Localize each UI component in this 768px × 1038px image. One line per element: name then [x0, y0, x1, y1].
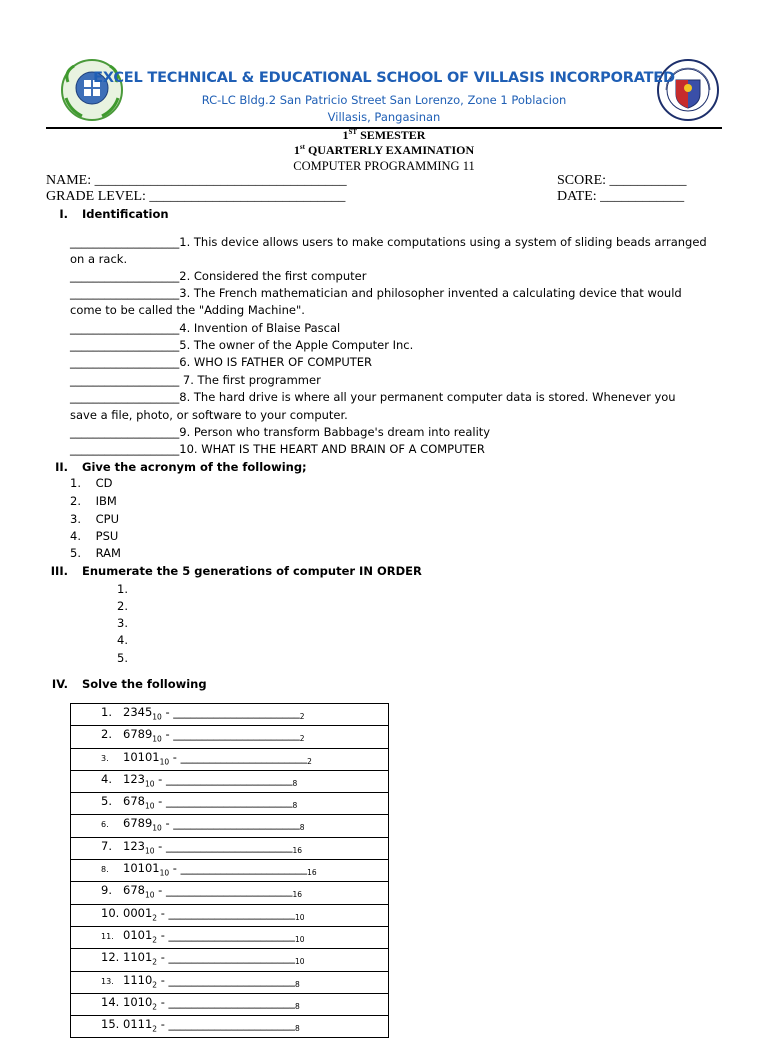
- answer-blank[interactable]: ______________________: [165, 794, 293, 809]
- answer-blank[interactable]: ______________________: [168, 994, 296, 1009]
- solve-cell[interactable]: [71, 882, 389, 904]
- solve-dash: -: [157, 950, 169, 965]
- solve-cell[interactable]: [71, 1016, 389, 1038]
- solve-dash: -: [157, 994, 169, 1009]
- generation-item: 1.: [117, 582, 128, 596]
- solve-item-number: 6.: [101, 820, 109, 830]
- solve-from-base: 2: [152, 979, 158, 989]
- solve-row: [71, 993, 389, 1015]
- solve-dash: -: [161, 816, 174, 831]
- answer-blank[interactable]: ______________________: [180, 861, 308, 876]
- solve-value: 0111: [123, 1017, 153, 1032]
- solve-row: [71, 726, 389, 748]
- solve-dash: -: [157, 905, 169, 920]
- solve-from-base: 2: [152, 957, 158, 967]
- school-address-line2: Villasis, Pangasinan: [327, 110, 441, 124]
- generation-item: 4.: [117, 633, 128, 647]
- solve-item-number: 4.: [101, 771, 112, 786]
- identification-item: ___________________1. This device allows users to make computations using a system of sliding beads arranged: [70, 235, 707, 249]
- solve-item-number: 8.: [101, 865, 109, 875]
- solve-value: 10101: [123, 861, 160, 876]
- solve-row: [71, 971, 389, 993]
- generation-item: 2.: [117, 599, 128, 613]
- solve-cell[interactable]: [71, 726, 389, 748]
- solve-item-number: 13.: [101, 976, 114, 986]
- solve-row: [71, 837, 389, 859]
- solve-from-base: 10: [159, 756, 170, 766]
- solve-value: 678: [123, 794, 145, 809]
- solve-to-base: 16: [307, 868, 317, 878]
- solve-item-number: 12.: [101, 950, 120, 965]
- date-field[interactable]: DATE: ____________: [557, 189, 685, 204]
- answer-blank[interactable]: ______________________: [168, 1017, 296, 1032]
- solve-from-base: 2: [152, 912, 158, 922]
- solve-cell[interactable]: [71, 860, 389, 882]
- solve-value: 123: [123, 771, 145, 786]
- solve-item-number: 11.: [101, 931, 114, 941]
- solve-cell[interactable]: [71, 904, 389, 926]
- solve-item-number: 1.: [101, 705, 112, 719]
- solve-to-base: 16: [292, 890, 303, 900]
- solve-row: [71, 926, 389, 948]
- solve-value: 1110: [123, 972, 153, 987]
- solve-to-base: 16: [292, 845, 303, 855]
- solve-item-number: 14.: [101, 994, 120, 1009]
- solve-to-base: 2: [307, 756, 312, 766]
- solve-value: 0001: [123, 905, 153, 920]
- solve-value: 10101: [123, 749, 160, 764]
- answer-blank[interactable]: ______________________: [168, 972, 296, 987]
- solve-dash: -: [157, 927, 169, 942]
- section-generations-heading: III. Enumerate the 5 generations of computer IN ORDER: [50, 564, 422, 578]
- identification-item: save a file, photo, or software to your computer.: [70, 408, 348, 422]
- solve-cell[interactable]: [71, 815, 389, 837]
- solve-row: [71, 770, 389, 792]
- solve-cell[interactable]: [71, 793, 389, 815]
- solve-dash: -: [157, 1017, 169, 1032]
- solve-row: [71, 949, 389, 971]
- identification-item: ___________________6. WHO IS FATHER OF COMPUTER: [70, 355, 373, 369]
- solve-item-number: 15.: [101, 1017, 120, 1032]
- solve-to-base: 10: [295, 957, 305, 967]
- solve-cell[interactable]: [71, 837, 389, 859]
- solve-from-base: 10: [144, 779, 155, 789]
- school-name: EXCEL TECHNICAL & EDUCATIONAL SCHOOL OF VILLASIS INCORPORATED: [93, 70, 675, 86]
- solve-cell[interactable]: [71, 949, 389, 971]
- solve-dash: -: [157, 972, 169, 987]
- solve-dash: -: [154, 771, 166, 786]
- solve-value: 0101: [123, 927, 153, 942]
- acronym-item: 1. CD: [70, 476, 113, 490]
- solve-to-base: 8: [299, 823, 305, 833]
- solve-item-number: 10.: [101, 905, 120, 920]
- answer-blank[interactable]: ______________________: [165, 883, 293, 898]
- solve-row: [71, 793, 389, 815]
- solve-to-base: 2: [299, 712, 305, 721]
- solve-to-base: 8: [295, 979, 300, 989]
- generation-item: 3.: [117, 616, 128, 630]
- solve-cell[interactable]: [71, 926, 389, 948]
- solve-from-base: 10: [152, 823, 162, 833]
- section-acronym-heading: II. Give the acronym of the following;: [55, 460, 307, 474]
- answer-blank[interactable]: ______________________: [173, 705, 300, 719]
- solve-value: 1101: [123, 950, 153, 965]
- identification-item: ___________________3. The French mathematician and philosopher invented a calculating device that would: [70, 286, 682, 300]
- solve-cell[interactable]: [71, 748, 389, 770]
- solve-value: 678: [123, 883, 145, 898]
- solve-from-base: 2: [152, 1024, 158, 1034]
- solve-dash: -: [154, 794, 166, 809]
- identification-item: ___________________8. The hard drive is where all your permanent computer data is stored. Whenever you: [70, 390, 676, 404]
- answer-blank[interactable]: ______________________: [168, 950, 296, 965]
- quarter-heading: 1st QUARTERLY EXAMINATION: [293, 143, 475, 157]
- answer-blank[interactable]: ______________________: [168, 905, 296, 920]
- answer-blank[interactable]: ______________________: [173, 816, 300, 831]
- solve-item-number: 5.: [101, 794, 112, 809]
- solve-from-base: 10: [144, 846, 155, 856]
- answer-blank[interactable]: ______________________: [165, 838, 293, 853]
- solve-to-base: 10: [295, 912, 305, 922]
- solve-item-number: 7.: [101, 838, 112, 853]
- solve-item-number: 3.: [101, 753, 109, 763]
- solve-item-number: 2.: [101, 727, 112, 742]
- solve-table: [70, 703, 389, 1038]
- solve-to-base: 8: [295, 1024, 300, 1034]
- section-solve-heading: IV. Solve the following: [51, 677, 207, 691]
- solve-from-base: 10: [144, 890, 155, 900]
- solve-to-base: 2: [299, 734, 305, 744]
- solve-row: [71, 815, 389, 837]
- solve-item-number: 9.: [101, 883, 112, 898]
- subject-heading: COMPUTER PROGRAMMING 11: [293, 159, 475, 173]
- solve-row: [71, 1016, 389, 1038]
- solve-value: 6789: [123, 816, 153, 831]
- solve-from-base: 10: [152, 712, 162, 722]
- answer-blank[interactable]: ______________________: [165, 771, 293, 786]
- solve-from-base: 10: [152, 734, 162, 744]
- section-identification-heading: I. Identification: [59, 207, 169, 221]
- solve-dash: -: [154, 883, 166, 898]
- identification-item: ___________________4. Invention of Blaise Pascal: [70, 321, 341, 335]
- solve-dash: -: [161, 705, 174, 719]
- solve-to-base: 10: [295, 934, 305, 944]
- solve-dash: -: [169, 749, 181, 764]
- identification-item: ___________________10. WHAT IS THE HEART AND BRAIN OF A COMPUTER: [70, 442, 485, 456]
- solve-row: [71, 748, 389, 770]
- solve-from-base: 2: [152, 935, 158, 945]
- solve-value: 123: [123, 838, 145, 853]
- answer-blank[interactable]: ______________________: [173, 727, 300, 742]
- solve-value: 2345: [123, 705, 153, 719]
- identification-item: ___________________9. Person who transform Babbage's dream into reality: [70, 425, 491, 439]
- semester-heading: 1ST SEMESTER: [342, 128, 426, 142]
- acronym-item: 3. CPU: [70, 512, 120, 526]
- solve-row: [71, 882, 389, 904]
- solve-value: 1010: [123, 994, 153, 1009]
- solve-from-base: 10: [159, 868, 170, 878]
- grade-level-field[interactable]: GRADE LEVEL: ____________________________: [46, 189, 346, 204]
- solve-cell[interactable]: [71, 993, 389, 1015]
- acronym-item: 2. IBM: [70, 494, 117, 508]
- solve-from-base: 2: [152, 1002, 158, 1012]
- score-field[interactable]: SCORE: ___________: [557, 173, 687, 188]
- solve-cell[interactable]: [71, 770, 389, 792]
- solve-dash: -: [161, 727, 174, 742]
- solve-to-base: 8: [295, 1001, 300, 1011]
- school-address-line1: RC-LC Bldg.2 San Patricio Street San Lorenzo, Zone 1 Poblacion: [201, 93, 567, 107]
- name-field[interactable]: NAME: ____________________________________: [46, 173, 347, 188]
- identification-item: come to be called the "Adding Machine".: [70, 303, 305, 317]
- generation-item: 5.: [117, 651, 128, 665]
- identification-item: ___________________2. Considered the first computer: [70, 269, 367, 283]
- acronym-item: 5. RAM: [70, 546, 121, 560]
- identification-item: on a rack.: [70, 252, 128, 266]
- solve-row: [71, 860, 389, 882]
- solve-row: [71, 904, 389, 926]
- identification-item: ___________________5. The owner of the Apple Computer Inc.: [70, 338, 414, 352]
- solve-dash: -: [169, 861, 181, 876]
- solve-row: [71, 704, 389, 726]
- solve-dash: -: [154, 838, 166, 853]
- solve-to-base: 8: [292, 801, 298, 811]
- answer-blank[interactable]: ______________________: [168, 927, 296, 942]
- solve-to-base: 8: [292, 778, 298, 788]
- solve-cell[interactable]: [71, 704, 389, 726]
- answer-blank[interactable]: ______________________: [180, 749, 308, 764]
- solve-value: 6789: [123, 727, 153, 742]
- solve-cell[interactable]: [71, 971, 389, 993]
- identification-item: ___________________ 7. The first programmer: [70, 373, 321, 387]
- acronym-item: 4. PSU: [70, 529, 119, 543]
- solve-from-base: 10: [144, 801, 155, 811]
